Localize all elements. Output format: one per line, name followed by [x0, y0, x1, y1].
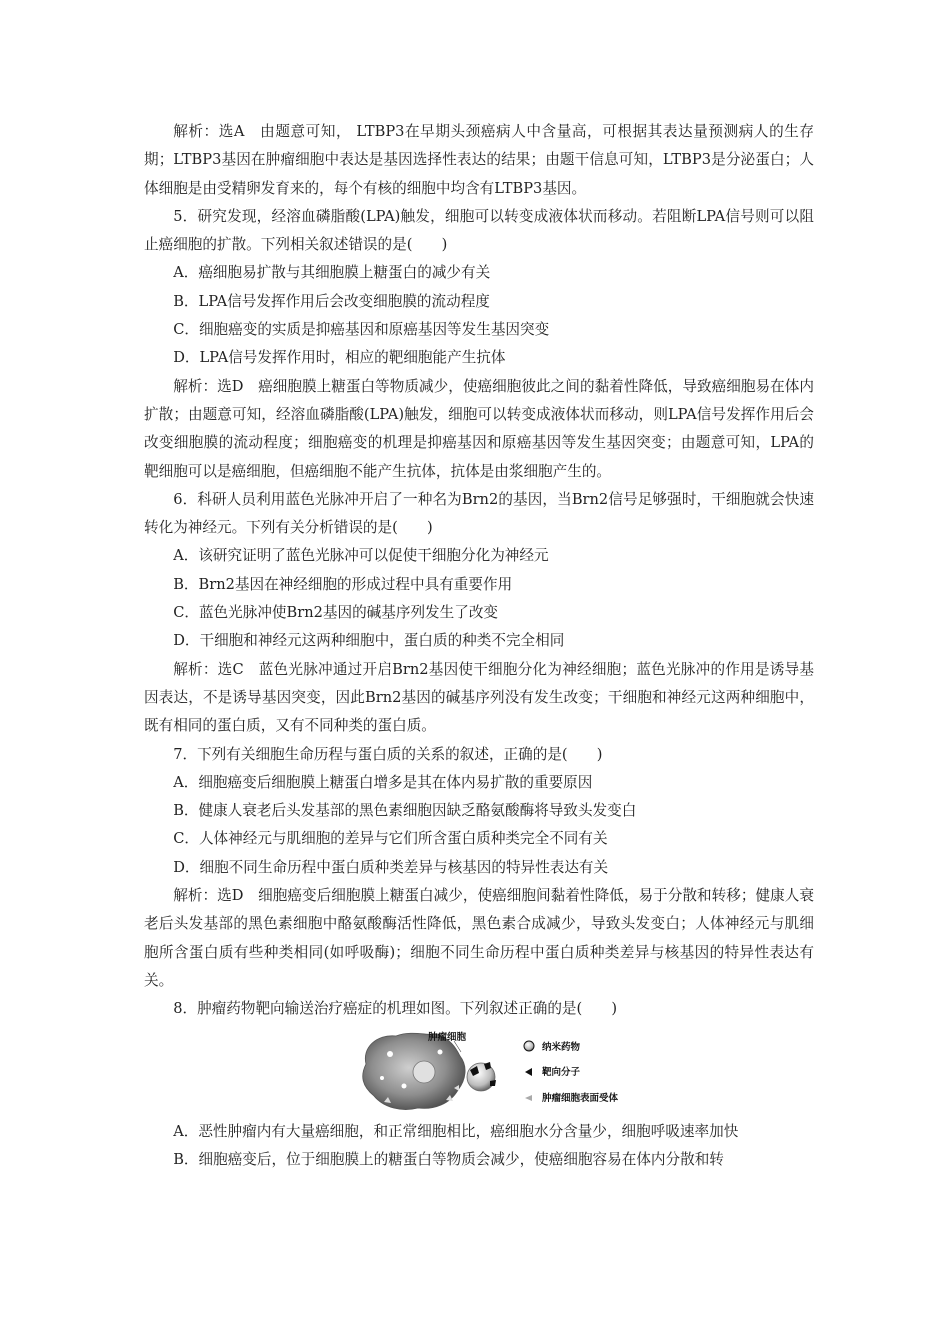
tumor-cell-label: 肿瘤细胞 — [428, 1031, 467, 1043]
q7-stem: 7．下列有关细胞生命历程与蛋白质的关系的叙述，正确的是( ) — [173, 745, 603, 763]
q7-option-a: A．细胞癌变后细胞膜上糖蛋白增多是其在体内易扩散的重要原因 — [173, 773, 593, 791]
q8-stem: 8．肿瘤药物靶向输送治疗癌症的机理如图。下列叙述正确的是( ) — [173, 1000, 618, 1018]
legend-targeting-molecule: 靶向分子 — [542, 1066, 581, 1078]
vesicle-dot — [438, 1049, 443, 1054]
q8-option-b: B．细胞癌变后，位于细胞膜上的糖蛋白等物质会减少，使癌细胞容易在体内分散和转 — [173, 1150, 724, 1168]
q8-option-a: A．恶性肿瘤内有大量癌细胞，和正常细胞相比，癌细胞水分含量少，细胞呼吸速率加快 — [173, 1122, 739, 1140]
q5-option-c: C．细胞癌变的实质是抑癌基因和原癌基因等发生基因突变 — [173, 321, 550, 339]
vesicle-dot — [402, 1083, 407, 1088]
q7-analysis: 解析：选D 细胞癌变后细胞膜上糖蛋白减少，使癌细胞间黏着性降低，易于分散和转移；健康人衰老后头发基部的黑色素细胞中酪氨酸酶活性降低，黑色素合成减少，导致头发变白；人体神经元与肌细胞所含蛋白质有些种类相同(如呼吸酶)；细胞不同生命历程中蛋白质种类差异与核基因的特异性表达有关。 — [144, 887, 814, 989]
q6-option-b: B．Brn2基因在神经细胞的形成过程中具有重要作用 — [173, 575, 513, 593]
q7-option-b: B．健康人衰老后头发基部的黑色素细胞因缺乏酪氨酸酶将导致头发变白 — [173, 802, 637, 820]
legend-receptor: 肿瘤细胞表面受体 — [542, 1092, 619, 1104]
q6-stem: 6．科研人员利用蓝色光脉冲开启了一种名为Brn2的基因，当Brn2信号足够强时，干细胞就会快速转化为神经元。下列有关分析错误的是( ) — [144, 490, 814, 537]
q6-analysis: 解析：选C 蓝色光脉冲通过开启Brn2基因使干细胞分化为神经细胞；蓝色光脉冲的作用是诱导基因表达，不是诱导基因突变，因此Brn2基因的碱基序列没有发生改变；干细胞和神经元这两种细胞中，既有相同的蛋白质，又有不同种类的蛋白质。 — [144, 660, 814, 735]
q5-analysis: 解析：选D 癌细胞膜上糖蛋白等物质减少，使癌细胞彼此之间的黏着性降低，导致癌细胞易在体内扩散；由题意可知，经溶血磷脂酸(LPA)触发，细胞可以转变成液体状而移动，则LPA信号发挥作用后会改变细胞膜的流动程度；细胞癌变的机理是抑癌基因和原癌基因等发生基因突变；由题意可知，LPA的靶细胞可以是癌细胞，但癌细胞不能产生抗体，抗体是由浆细胞产生的。 — [144, 377, 814, 480]
q4-analysis: 解析：选A 由题意可知， LTBP3在早期头颈癌病人中含量高，可根据其表达量预测病人的生存期；LTBP3基因在肿瘤细胞中表达是基因选择性表达的结果；由题干信息可知，LTBP3是分泌蛋白；人体细胞是由受精卵发育来的，每个有核的细胞中均含有LTBP3基因。 — [144, 123, 814, 197]
q5-option-a: A．癌细胞易扩散与其细胞膜上糖蛋白的减少有关 — [173, 264, 491, 282]
tumor-cell-nucleus — [413, 1061, 435, 1083]
vesicle-dot — [387, 1051, 393, 1057]
legend-nano-drug: 纳米药物 — [542, 1041, 581, 1053]
targeting-molecule-legend-icon — [525, 1068, 532, 1076]
q7-option-d: D．细胞不同生命历程中蛋白质种类差异与核基因的特异性表达有关 — [173, 858, 609, 876]
tumor-cell-diagram — [354, 1026, 634, 1114]
document-page — [144, 118, 814, 1174]
q6-option-c: C．蓝色光脉冲使Brn2基因的碱基序列发生了改变 — [173, 604, 499, 622]
q5-option-d: D．LPA信号发挥作用时，相应的靶细胞能产生抗体 — [173, 349, 506, 367]
nano-drug-legend-icon — [524, 1041, 534, 1051]
q5-stem: 5．研究发现，经溶血磷脂酸(LPA)触发，细胞可以转变成液体状而移动。若阻断LPA信号则可以阻止癌细胞的扩散。下列相关叙述错误的是( ) — [144, 207, 814, 254]
tumor-drug-figure — [144, 1026, 814, 1114]
q5-option-b: B．LPA信号发挥作用后会改变细胞膜的流动程度 — [173, 292, 490, 310]
q7-option-c: C．人体神经元与肌细胞的差异与它们所含蛋白质种类完全不同有关 — [173, 830, 608, 848]
targeting-molecule — [490, 1080, 496, 1086]
receptor-legend-icon — [525, 1095, 532, 1101]
q6-option-d: D．干细胞和神经元这两种细胞中，蛋白质的种类不完全相同 — [173, 632, 565, 650]
vesicle-dot — [380, 1076, 384, 1080]
q6-option-a: A．该研究证明了蓝色光脉冲可以促使干细胞分化为神经元 — [173, 547, 549, 565]
